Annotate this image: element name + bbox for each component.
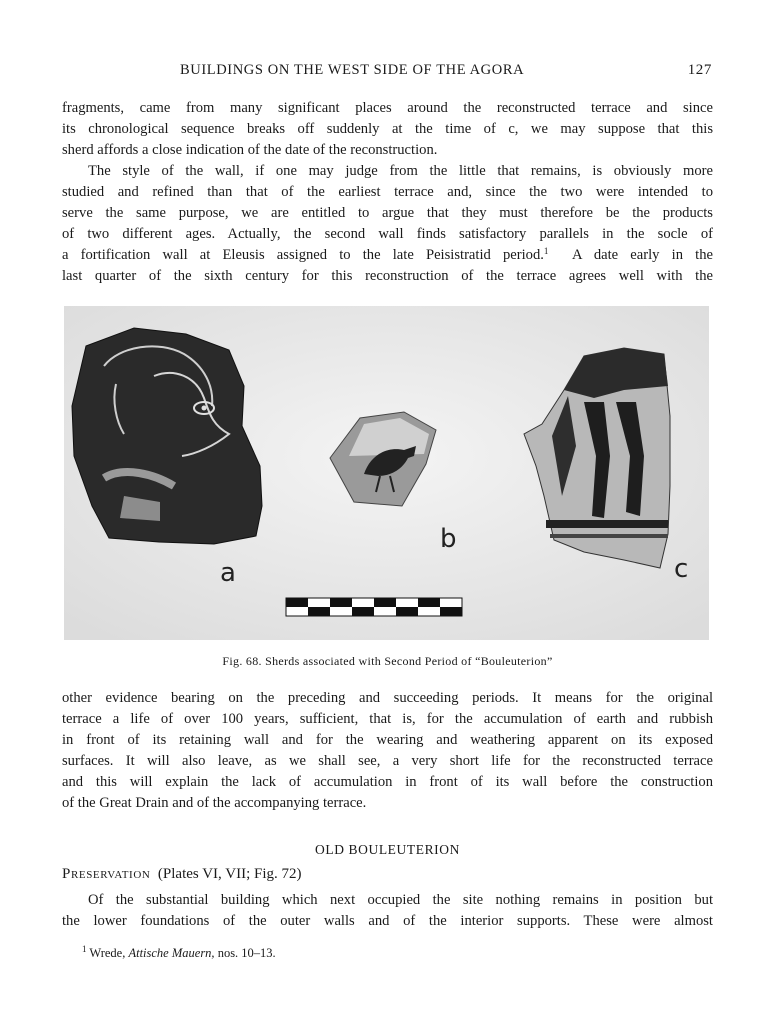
- figure-caption: Fig. 68. Sherds associated with Second Period of “Bouleuterion”: [222, 654, 553, 668]
- paragraph-1: [62, 98, 713, 161]
- text-segment: A date early in the: [548, 247, 713, 264]
- text-line-with-footnote: [62, 245, 713, 266]
- footnote: [82, 946, 276, 961]
- text-line: last quarter of the sixth century for this reconstruction of the terrace agrees well with the: [62, 268, 713, 285]
- sherd-a: [72, 328, 262, 544]
- text-line: other evidence bearing on the preceding and succeeding periods. It means for the original: [62, 690, 713, 706]
- running-head-title: BUILDINGS ON THE WEST SIDE OF THE AGORA: [180, 62, 525, 78]
- text-line: in front of its retaining wall and for the wearing and weathering apparent on its exposed: [62, 732, 713, 749]
- text-line: Of the substantial building which next occupied the site nothing remains in position but: [88, 892, 713, 908]
- footnote-marker: 1: [543, 246, 549, 257]
- section-heading: OLD BOULEUTERION: [315, 842, 460, 857]
- figure-sherds: [64, 306, 709, 640]
- subsection-title: Preservation: [62, 866, 151, 882]
- scale-bar: [286, 598, 462, 616]
- text-line: surfaces. It will also leave, as we shall see, a very short life for the reconstructed terrace: [62, 753, 713, 770]
- paragraph-3: [62, 688, 713, 815]
- running-head: [62, 62, 712, 84]
- footnote-work: Attische Mauern,: [128, 946, 215, 960]
- text-line: the lower foundations of the outer walls and of the interior supports. These were almost: [62, 913, 713, 930]
- text-line: The style of the wall, if one may judge from the little that remains, is obviously more: [88, 163, 713, 179]
- sherd-label-b: b: [440, 524, 457, 554]
- text-line: fragments, came from many significant places around the reconstructed terrace and since: [62, 100, 713, 116]
- footnote-author: Wrede,: [89, 946, 126, 960]
- footnote-pages: nos. 10–13.: [217, 946, 276, 960]
- text-line: of the Great Drain and of the accompanying terrace.: [62, 795, 367, 812]
- paragraph-4: [62, 890, 713, 932]
- subsection-heading: [62, 866, 302, 883]
- text-line: its chronological sequence breaks off suddenly at the time of c, we may suppose that this: [62, 121, 713, 138]
- text-line: of two different ages. Actually, the second wall finds satisfactory parallels in the socle of: [62, 226, 713, 243]
- text-line: terrace a life of over 100 years, sufficient, that is, for the accumulation of earth and rubbish: [62, 711, 713, 728]
- text-line: sherd affords a close indication of the date of the reconstruction.: [62, 142, 438, 159]
- text-line: studied and refined than that of the earliest terrace and, since the two were intended to: [62, 184, 713, 201]
- text-line: serve the same purpose, we are entitled to argue that they must therefore be the products: [62, 205, 713, 222]
- text-segment: a fortification wall at Eleusis assigned to the late Peisistratid period.: [62, 247, 544, 264]
- page-number: 127: [687, 62, 712, 78]
- sherd-photograph: [64, 306, 709, 640]
- paragraph-2: [62, 161, 713, 288]
- subsection-refs: (Plates VI, VII; Fig. 72): [157, 866, 302, 882]
- footnote-number: 1: [82, 944, 87, 954]
- sherd-label-a: a: [220, 558, 236, 588]
- sherd-label-c: c: [674, 554, 689, 584]
- text-line: and this will explain the lack of accumulation in front of its wall before the construction: [62, 774, 713, 791]
